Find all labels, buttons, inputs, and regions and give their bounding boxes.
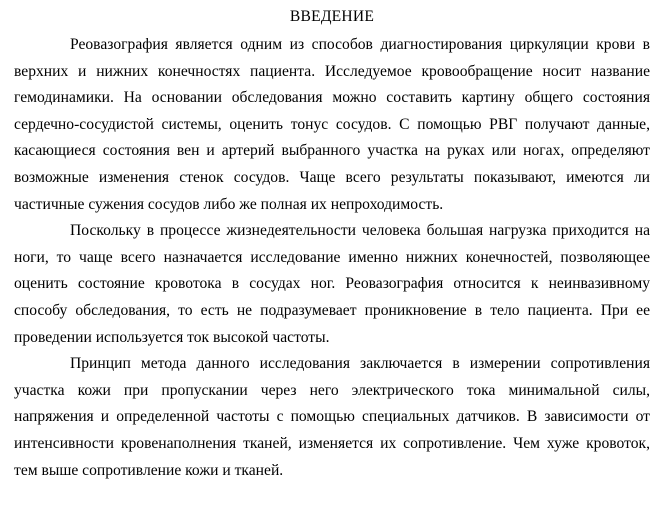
paragraph-line: Реовазография является одним из способов диагностирования циркуляции крови в — [70, 36, 650, 53]
paragraph-line: напряжения и определенной частоты с помощью специальных датчиков. В зависимости от — [14, 408, 650, 426]
paragraph-line: Принцип метода данного исследования заключается в измерении сопротивления — [70, 355, 650, 373]
document-heading: ВВЕДЕНИЕ — [289, 8, 375, 25]
paragraph-line: Поскольку в процессе жизнедеятельности человека большая нагрузка приходится на — [70, 222, 650, 240]
paragraph-1 — [14, 32, 650, 218]
paragraph-line: возможные изменения стенок сосудов. Чаще всего результаты показывают, имеются ли — [14, 168, 650, 186]
paragraph-line: проведении используется ток высокой частоты. — [14, 328, 330, 346]
paragraph-line: способу обследования, то есть не подразумевает проникновение в тело пациента. При ее — [14, 301, 650, 319]
paragraph-line: касающиеся состояния вен и артерий выбранного участка на руках или ногах, определяют — [14, 142, 650, 160]
paragraph-line: тем выше сопротивление кожи и тканей. — [14, 461, 284, 479]
paragraph-line: оценить состояние кровотока в сосудах ног. Реовазография относится к неинвазивному — [14, 275, 650, 293]
paragraph-line: частичные сужения сосудов либо же полная их непроходимость. — [14, 195, 444, 213]
paragraph-line: сердечно-сосудистой системы, оценить тонус сосудов. С помощью РВГ получают данные, — [14, 115, 650, 133]
paragraph-3 — [14, 351, 650, 484]
paragraph-line: гемодинамики. На основании обследования можно составить картину общего состояния — [14, 89, 650, 107]
paragraph-2 — [14, 218, 650, 351]
paragraph-line: ноги, то чаще всего назначается исследование именно нижних конечностей, позволяющее — [14, 248, 650, 266]
paragraph-line: интенсивности кровенаполнения тканей, изменяется их сопротивление. Чем хуже кровоток, — [14, 434, 650, 452]
paragraph-line: верхних и нижних конечностях пациента. Исследуемое кровообращение носит название — [14, 62, 650, 80]
paragraph-line: участка кожи при пропускании через него электрического тока минимальной силы, — [14, 381, 650, 399]
